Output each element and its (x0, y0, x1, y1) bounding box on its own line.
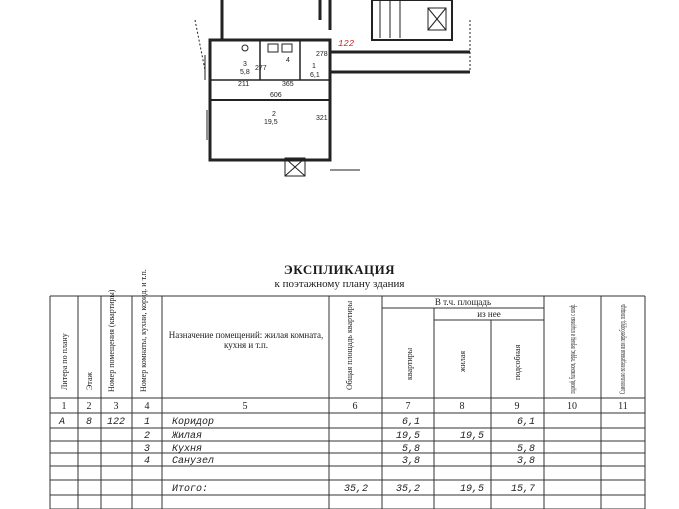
header-unauthorized: Самовольно возведенная или переоборуд. площадь (618, 219, 627, 394)
room-2-area: 19,5 (264, 119, 278, 126)
cell-apartment: 122 (106, 417, 126, 428)
cell-apartment-area: 5,8 (401, 444, 420, 455)
column-number-7: 7 (405, 401, 411, 412)
total-apartment-area: 35,2 (395, 484, 420, 495)
header-floor: Этаж (85, 372, 94, 390)
column-number-10: 10 (567, 401, 577, 412)
header-purpose: Назначение помещений: жилая комната, кухня и т.п. (168, 330, 324, 350)
cell-purpose: Коридор (172, 417, 215, 428)
cell-purpose: Жилая (172, 431, 203, 442)
header-apartment-no: Номер помещения (квартиры) (107, 289, 116, 392)
column-number-11: 11 (618, 401, 628, 412)
column-number-2: 2 (86, 401, 92, 412)
cell-auxiliary: 6,1 (516, 417, 535, 428)
room-3-id: 3 (243, 61, 247, 68)
dim-211: 211 (238, 81, 250, 88)
floor-plan-drawing (0, 0, 679, 200)
room-2-id: 2 (272, 111, 276, 118)
column-number-1: 1 (61, 401, 67, 412)
room-1-id: 1 (312, 63, 316, 70)
room-4-id: 4 (286, 57, 290, 64)
cell-apartment-area: 19,5 (395, 431, 420, 442)
total-label: Итого: (172, 484, 209, 495)
cell-apartment-area: 3,8 (401, 456, 420, 467)
cell-floor: 8 (85, 417, 93, 428)
cell-apartment-area: 6,1 (401, 417, 420, 428)
room-3-area: 5,8 (240, 69, 250, 76)
document-subtitle: к поэтажному плану здания (274, 278, 405, 290)
total-living: 19,5 (459, 484, 484, 495)
cell-auxiliary: 5,8 (516, 444, 535, 455)
header-living: жилая (458, 350, 467, 372)
dim-277: 277 (255, 65, 267, 72)
total-auxiliary: 15,7 (510, 484, 535, 495)
dim-365: 365 (282, 81, 294, 88)
dim-321: 321 (316, 115, 328, 122)
column-number-5: 5 (242, 401, 248, 412)
header-purpose-wrap (166, 330, 326, 370)
header-room-no: Номер комнаты, кухни, корид. и т.п. (139, 269, 148, 392)
header-apartment-area: квартиры (405, 347, 414, 380)
total-area: 35,2 (343, 484, 368, 495)
floor-plan (0, 0, 679, 200)
cell-room-no: 3 (143, 444, 151, 455)
cell-living: 19,5 (459, 431, 484, 442)
header-incl-area: В т.ч. площадь (434, 297, 492, 307)
column-number-4: 4 (144, 401, 150, 412)
cell-room-no: 1 (143, 417, 151, 428)
column-number-3: 3 (113, 401, 119, 412)
header-balcony: лоджий, балконов, террас, веранд и кладовых с коэф. (568, 212, 577, 394)
header-of-which: из нее (477, 309, 501, 319)
cell-purpose: Кухня (172, 444, 203, 455)
column-number-6: 6 (352, 401, 358, 412)
dim-278: 278 (316, 51, 328, 58)
cell-room-no: 2 (143, 431, 151, 442)
room-1-area: 6,1 (310, 72, 320, 79)
header-total-area: Общая площадь квартиры (345, 300, 354, 390)
cell-litera: А (58, 417, 66, 428)
header-auxiliary: подсобная (513, 344, 522, 380)
cell-room-no: 4 (143, 456, 151, 467)
document-title: ЭКСПЛИКАЦИЯ (283, 262, 396, 277)
header-litera: Литера по плану (60, 333, 69, 390)
column-number-9: 9 (514, 401, 520, 412)
cell-auxiliary: 3,8 (516, 456, 535, 467)
dim-606: 606 (270, 92, 282, 99)
column-number-8: 8 (459, 401, 465, 412)
cell-purpose: Санузел (172, 456, 215, 467)
apartment-number-label: 122 (338, 39, 355, 49)
